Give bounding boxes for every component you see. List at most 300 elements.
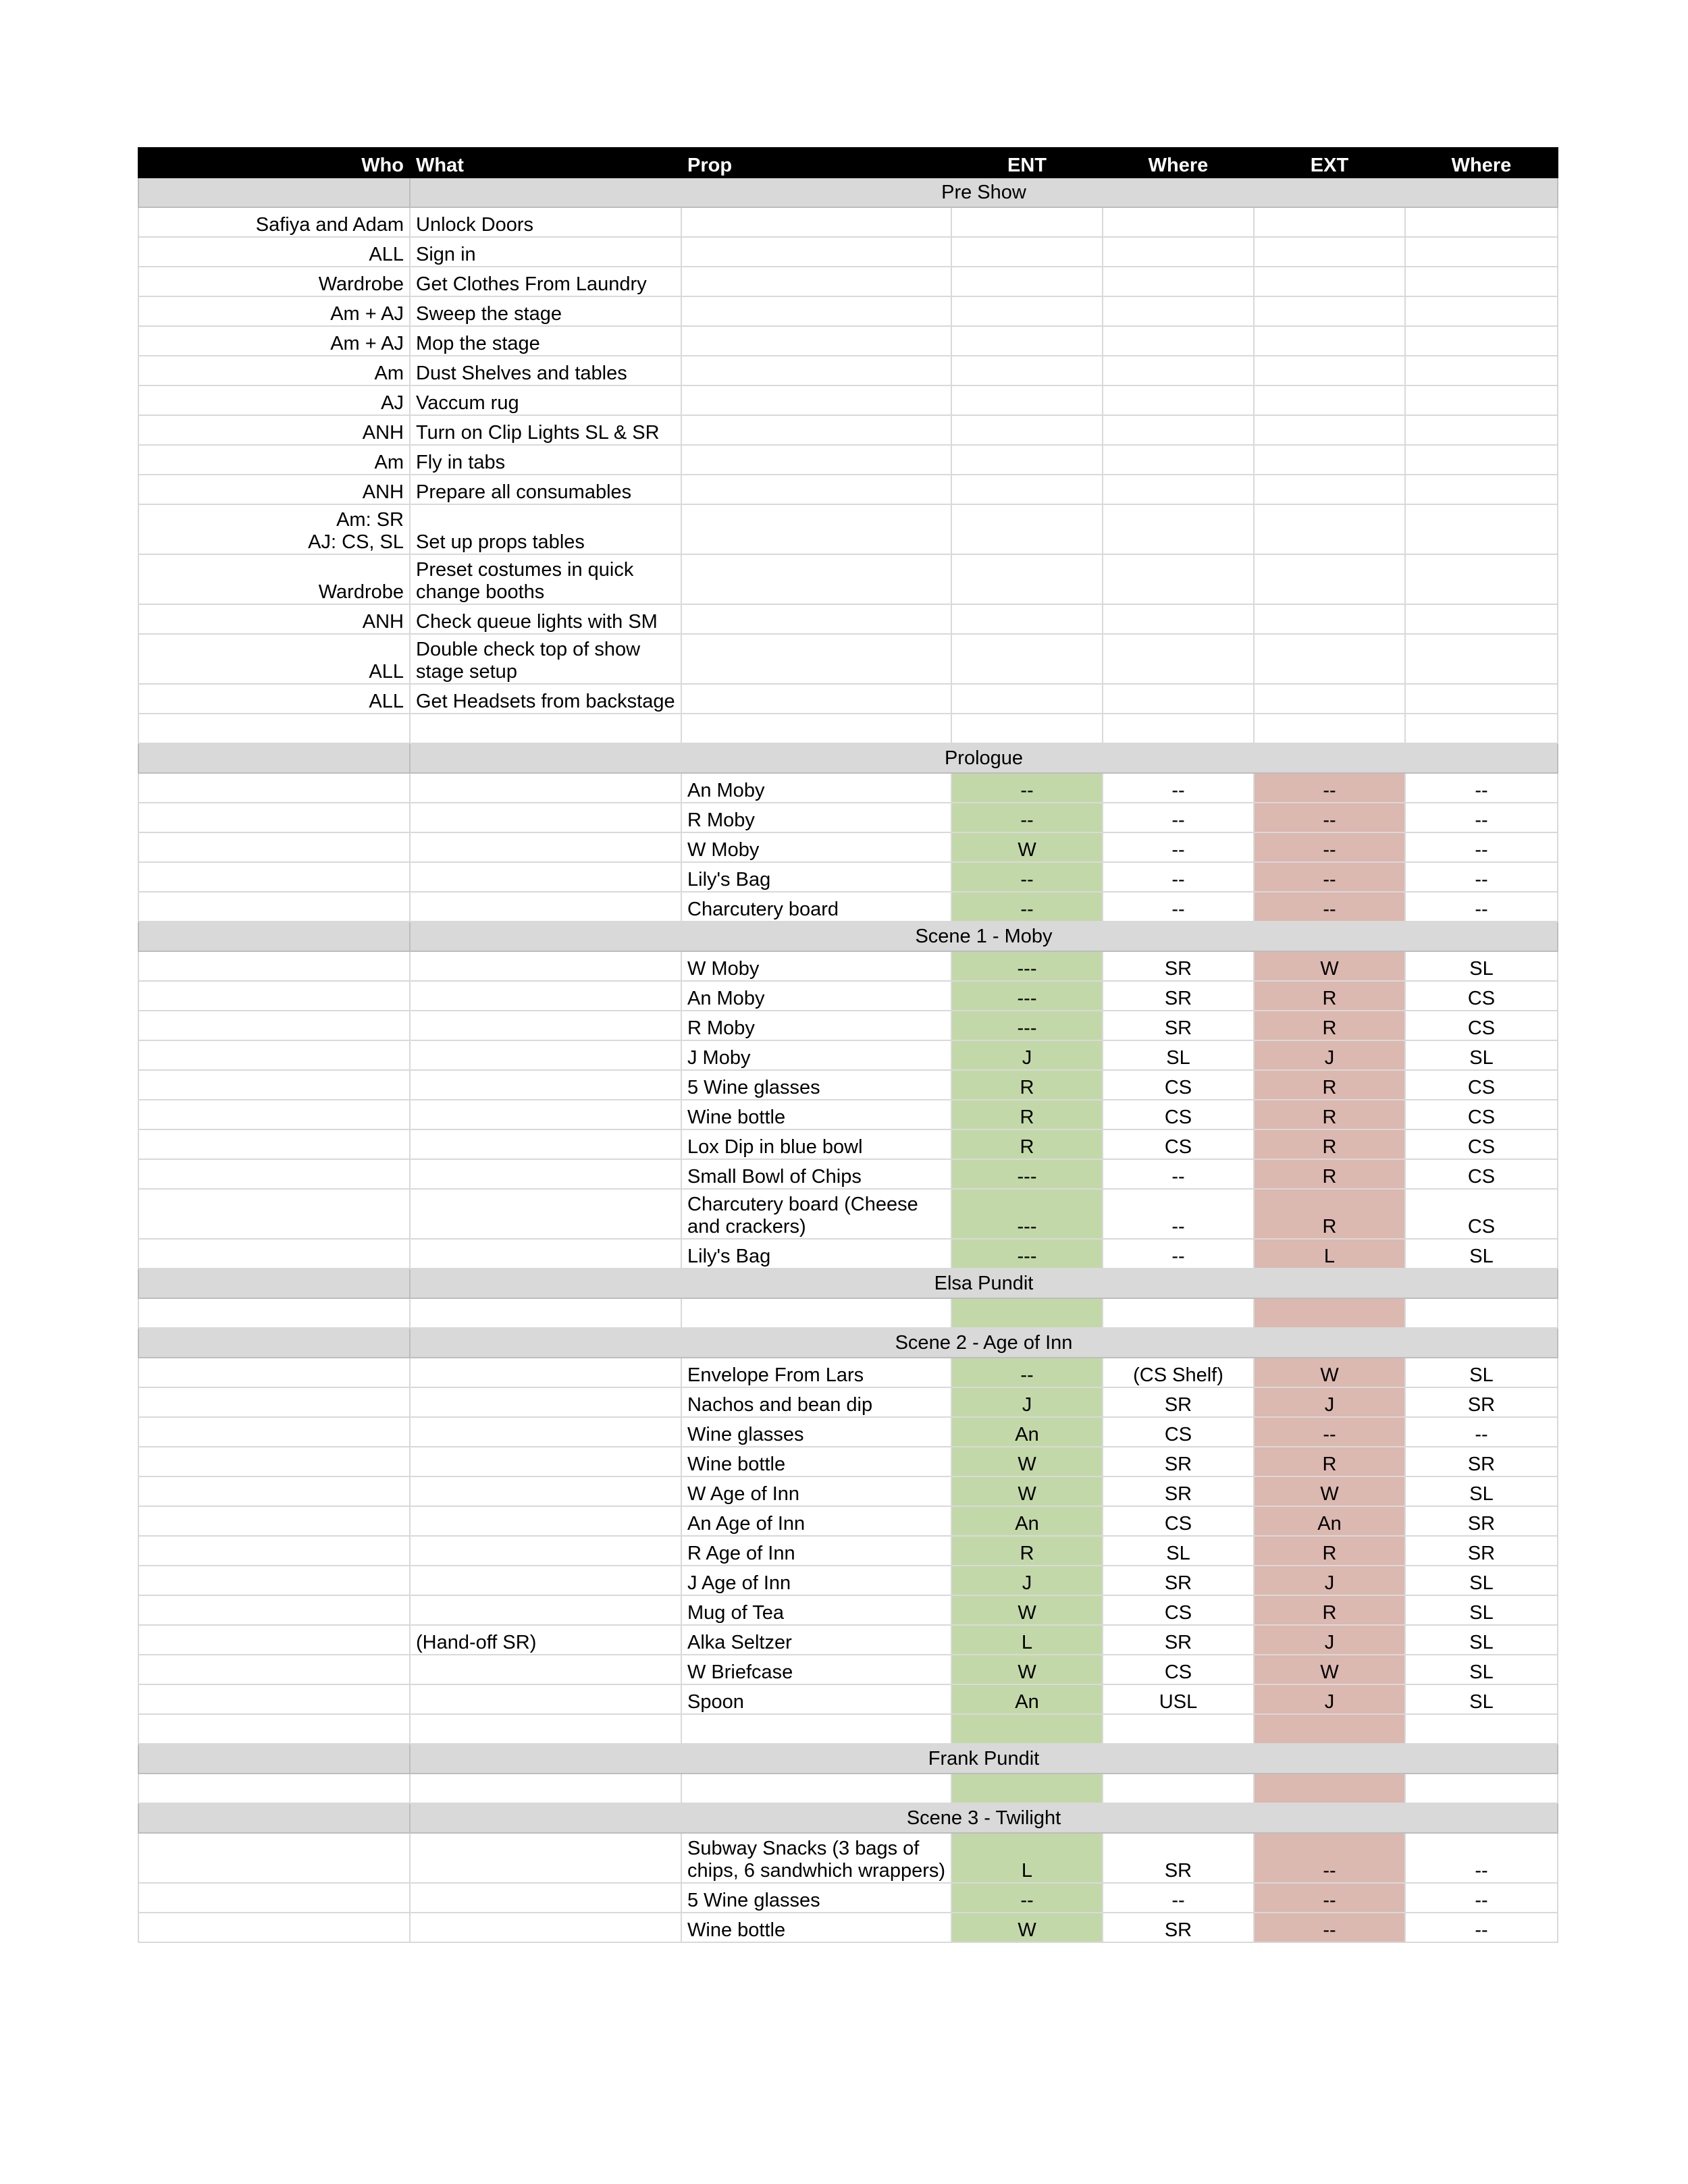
ext-where-cell [1405, 475, 1558, 504]
prop-row [138, 1100, 1558, 1129]
who-cell: Am + AJ [138, 326, 410, 356]
ext-cell [1254, 1774, 1405, 1803]
ext-where-cell [1405, 1774, 1558, 1803]
prop-row [138, 981, 1558, 1011]
what-cell [410, 1417, 681, 1447]
who-cell [138, 1476, 410, 1506]
ext-cell: R [1254, 1595, 1405, 1625]
prop-cell: R Moby [681, 803, 951, 832]
ent-cell [951, 385, 1103, 415]
ent-cell: W [951, 1913, 1103, 1942]
ent-where-cell [1103, 475, 1254, 504]
ext-where-cell: -- [1405, 773, 1558, 803]
what-cell [410, 1883, 681, 1913]
ext-where-cell: -- [1405, 1833, 1558, 1883]
header-row [138, 148, 1558, 178]
what-cell [410, 1536, 681, 1566]
ext-cell [1254, 415, 1405, 445]
ent-where-cell: SR [1103, 981, 1254, 1011]
ext-where-cell: -- [1405, 862, 1558, 892]
preshow-task-row [138, 475, 1558, 504]
prop-cell: 5 Wine glasses [681, 1070, 951, 1100]
ext-cell: J [1254, 1684, 1405, 1714]
ent-where-cell: SR [1103, 1447, 1254, 1476]
section-header-row [138, 1744, 1558, 1774]
who-cell [138, 773, 410, 803]
prop-row [138, 1239, 1558, 1269]
ext-where-cell: SL [1405, 1040, 1558, 1070]
ext-where-cell [1405, 1298, 1558, 1328]
section-header-row [138, 1328, 1558, 1358]
prop-cell: Mug of Tea [681, 1595, 951, 1625]
ext-where-cell: SR [1405, 1536, 1558, 1566]
ent-where-cell: CS [1103, 1655, 1254, 1684]
section-title: Scene 1 - Moby [410, 922, 1558, 951]
what-cell [410, 1011, 681, 1040]
ext-cell: -- [1254, 803, 1405, 832]
what-cell: Turn on Clip Lights SL & SR [410, 415, 681, 445]
props-run-sheet [138, 147, 1558, 1943]
section-title: Elsa Pundit [410, 1269, 1558, 1298]
ext-where-cell: SL [1405, 951, 1558, 981]
ext-cell: J [1254, 1387, 1405, 1417]
prop-cell [681, 445, 951, 475]
what-cell [410, 714, 681, 743]
section-title: Scene 2 - Age of Inn [410, 1328, 1558, 1358]
section-title: Pre Show [410, 178, 1558, 207]
who-cell: ALL [138, 237, 410, 267]
prop-cell: R Moby [681, 1011, 951, 1040]
ent-cell [951, 207, 1103, 237]
prop-cell: An Moby [681, 773, 951, 803]
ent-where-cell: SR [1103, 1625, 1254, 1655]
ext-where-cell: SL [1405, 1595, 1558, 1625]
ent-where-cell: SR [1103, 951, 1254, 981]
preshow-task-row [138, 267, 1558, 296]
what-cell [410, 1239, 681, 1269]
ent-where-cell: CS [1103, 1100, 1254, 1129]
ext-where-cell: CS [1405, 1070, 1558, 1100]
who-cell: Am [138, 445, 410, 475]
ext-cell: R [1254, 1447, 1405, 1476]
ent-where-cell: SR [1103, 1011, 1254, 1040]
preshow-task-row [138, 604, 1558, 634]
ent-where-cell: SR [1103, 1476, 1254, 1506]
ext-where-cell: -- [1405, 892, 1558, 922]
what-cell [410, 1387, 681, 1417]
prop-row [138, 832, 1558, 862]
prop-cell: An Age of Inn [681, 1506, 951, 1536]
what-cell: Dust Shelves and tables [410, 356, 681, 385]
ent-cell: W [951, 1447, 1103, 1476]
section-title: Scene 3 - Twilight [410, 1803, 1558, 1833]
section-title: Frank Pundit [410, 1744, 1558, 1774]
section-header-row [138, 1803, 1558, 1833]
ext-where-cell [1405, 504, 1558, 554]
ent-where-cell: -- [1103, 1239, 1254, 1269]
ent-cell: W [951, 1476, 1103, 1506]
ext-where-cell: -- [1405, 1417, 1558, 1447]
ext-cell: R [1254, 1536, 1405, 1566]
prop-cell [681, 415, 951, 445]
ent-cell [951, 634, 1103, 684]
ent-where-cell: -- [1103, 1189, 1254, 1239]
ent-where-cell: USL [1103, 1684, 1254, 1714]
who-cell: Wardrobe [138, 554, 410, 604]
prop-row [138, 1833, 1558, 1883]
ent-cell [951, 237, 1103, 267]
ext-where-cell [1405, 1714, 1558, 1744]
header-ent-where: Where [1103, 148, 1254, 178]
who-cell [138, 1070, 410, 1100]
prop-cell [681, 356, 951, 385]
prop-row [138, 1298, 1558, 1328]
ext-cell [1254, 684, 1405, 714]
prop-cell: Wine bottle [681, 1100, 951, 1129]
preshow-task-row [138, 554, 1558, 604]
prop-row [138, 1159, 1558, 1189]
ext-cell: -- [1254, 773, 1405, 803]
ext-cell: R [1254, 1100, 1405, 1129]
who-cell [138, 714, 410, 743]
prop-row [138, 1506, 1558, 1536]
ent-cell [951, 475, 1103, 504]
what-cell [410, 1833, 681, 1883]
what-cell [410, 1040, 681, 1070]
cell-line: Double check top of show [416, 639, 641, 660]
ext-where-cell: SL [1405, 1655, 1558, 1684]
ext-cell [1254, 296, 1405, 326]
prop-cell: J Age of Inn [681, 1566, 951, 1595]
prop-row [138, 1040, 1558, 1070]
ent-where-cell: -- [1103, 892, 1254, 922]
prop-cell: Lox Dip in blue bowl [681, 1129, 951, 1159]
who-cell: ALL [138, 684, 410, 714]
ext-where-cell [1405, 237, 1558, 267]
ent-cell: --- [951, 981, 1103, 1011]
ext-where-cell: CS [1405, 1189, 1558, 1239]
ent-cell [951, 356, 1103, 385]
prop-cell [681, 684, 951, 714]
who-cell [138, 1684, 410, 1714]
ext-cell: W [1254, 1476, 1405, 1506]
what-cell: Sweep the stage [410, 296, 681, 326]
prop-cell [681, 504, 951, 554]
preshow-task-row [138, 237, 1558, 267]
ext-where-cell: SR [1405, 1447, 1558, 1476]
ext-cell [1254, 356, 1405, 385]
ent-cell [951, 296, 1103, 326]
ent-where-cell: CS [1103, 1506, 1254, 1536]
blank-row [138, 714, 1558, 743]
who-cell [138, 981, 410, 1011]
who-cell [138, 803, 410, 832]
ext-cell [1254, 237, 1405, 267]
prop-row [138, 1129, 1558, 1159]
who-cell: ANH [138, 604, 410, 634]
ext-cell [1254, 326, 1405, 356]
sheet-body [138, 178, 1558, 1942]
prop-cell: Lily's Bag [681, 862, 951, 892]
prop-cell [681, 1833, 951, 1883]
ent-cell: -- [951, 862, 1103, 892]
prop-row [138, 773, 1558, 803]
ent-cell [951, 267, 1103, 296]
ent-cell [951, 1298, 1103, 1328]
ext-where-cell [1405, 326, 1558, 356]
prop-row [138, 1476, 1558, 1506]
prop-row [138, 1714, 1558, 1744]
prop-row [138, 803, 1558, 832]
what-cell [410, 1566, 681, 1595]
prop-row [138, 1447, 1558, 1476]
ent-cell [951, 445, 1103, 475]
who-cell [138, 1595, 410, 1625]
ent-where-cell [1103, 267, 1254, 296]
ext-where-cell: SL [1405, 1566, 1558, 1595]
ext-cell: R [1254, 1070, 1405, 1100]
ent-cell: --- [951, 1159, 1103, 1189]
ent-where-cell: -- [1103, 832, 1254, 862]
who-cell: Am [138, 356, 410, 385]
preshow-task-row [138, 684, 1558, 714]
what-cell [410, 1714, 681, 1744]
ext-where-cell [1405, 385, 1558, 415]
ent-cell: -- [951, 803, 1103, 832]
ent-where-cell: CS [1103, 1070, 1254, 1100]
what-cell [410, 634, 681, 684]
ent-cell: J [951, 1387, 1103, 1417]
ent-where-cell [1103, 326, 1254, 356]
who-cell [138, 1100, 410, 1129]
ent-cell [951, 415, 1103, 445]
section-header-row [138, 743, 1558, 773]
ext-cell: -- [1254, 832, 1405, 862]
what-cell [410, 892, 681, 922]
ent-where-cell: SR [1103, 1913, 1254, 1942]
what-cell [410, 773, 681, 803]
prop-cell [681, 267, 951, 296]
ent-cell: --- [951, 1189, 1103, 1239]
what-cell [410, 981, 681, 1011]
ext-where-cell: SL [1405, 1625, 1558, 1655]
ent-where-cell: -- [1103, 773, 1254, 803]
prop-cell [681, 604, 951, 634]
ent-cell: R [951, 1070, 1103, 1100]
what-cell [410, 1129, 681, 1159]
prop-cell [681, 634, 951, 684]
ext-cell: R [1254, 1159, 1405, 1189]
what-cell [410, 862, 681, 892]
cell-line: chips, 6 sandwhich wrappers) [687, 1860, 946, 1882]
cell-line: Am: SR [336, 509, 404, 531]
what-cell [410, 803, 681, 832]
ent-where-cell [1103, 1774, 1254, 1803]
header-what: What [410, 148, 681, 178]
ent-cell: -- [951, 773, 1103, 803]
ext-cell [1254, 1298, 1405, 1328]
header-ext: EXT [1254, 148, 1405, 178]
prop-row [138, 892, 1558, 922]
preshow-task-row [138, 634, 1558, 684]
ext-cell: R [1254, 1189, 1405, 1239]
cell-line: and crackers) [687, 1216, 806, 1237]
ent-cell: -- [951, 892, 1103, 922]
what-cell [410, 1595, 681, 1625]
who-cell: ALL [138, 634, 410, 684]
prop-row [138, 1595, 1558, 1625]
ext-cell: R [1254, 981, 1405, 1011]
ent-cell [951, 1774, 1103, 1803]
who-cell [138, 1239, 410, 1269]
cell-line: change booths [416, 581, 545, 603]
ext-where-cell [1405, 296, 1558, 326]
ent-where-cell [1103, 1298, 1254, 1328]
who-cell [138, 1566, 410, 1595]
who-cell [138, 1833, 410, 1883]
ent-cell: R [951, 1536, 1103, 1566]
prop-cell: W Moby [681, 832, 951, 862]
header-ent: ENT [951, 148, 1103, 178]
ext-cell [1254, 385, 1405, 415]
who-cell: ANH [138, 415, 410, 445]
prop-cell: Nachos and bean dip [681, 1387, 951, 1417]
prop-cell: Wine bottle [681, 1447, 951, 1476]
ent-where-cell: SR [1103, 1566, 1254, 1595]
prop-row [138, 1387, 1558, 1417]
ext-where-cell [1405, 554, 1558, 604]
ext-where-cell [1405, 207, 1558, 237]
prop-row [138, 1655, 1558, 1684]
prop-cell: Spoon [681, 1684, 951, 1714]
cell-line: Preset costumes in quick [416, 559, 634, 581]
ext-where-cell: SL [1405, 1358, 1558, 1387]
ent-where-cell [1103, 207, 1254, 237]
who-cell: Wardrobe [138, 267, 410, 296]
prop-row [138, 1684, 1558, 1714]
what-cell: Set up props tables [410, 504, 681, 554]
what-cell: Sign in [410, 237, 681, 267]
ent-where-cell: -- [1103, 1883, 1254, 1913]
ext-where-cell: -- [1405, 832, 1558, 862]
ext-where-cell: SR [1405, 1506, 1558, 1536]
ext-cell: -- [1254, 1833, 1405, 1883]
prop-cell [681, 554, 951, 604]
ent-where-cell [1103, 296, 1254, 326]
ext-where-cell [1405, 267, 1558, 296]
ent-cell: An [951, 1417, 1103, 1447]
who-cell [138, 1298, 410, 1328]
ent-cell [951, 714, 1103, 743]
cell-line: Subway Snacks (3 bags of [687, 1838, 920, 1859]
ent-cell [951, 504, 1103, 554]
prop-cell: Wine bottle [681, 1913, 951, 1942]
ext-where-cell: CS [1405, 1159, 1558, 1189]
ent-cell [951, 326, 1103, 356]
section-title: Prologue [410, 743, 1558, 773]
ent-where-cell [1103, 714, 1254, 743]
prop-cell [681, 1714, 951, 1744]
ext-cell: R [1254, 1011, 1405, 1040]
who-cell [138, 951, 410, 981]
preshow-task-row [138, 296, 1558, 326]
what-cell [410, 554, 681, 604]
ext-cell: J [1254, 1625, 1405, 1655]
what-cell: Prepare all consumables [410, 475, 681, 504]
ext-cell [1254, 554, 1405, 604]
ext-cell [1254, 445, 1405, 475]
ext-where-cell: SL [1405, 1239, 1558, 1269]
who-cell [138, 1714, 410, 1744]
ent-where-cell [1103, 385, 1254, 415]
who-cell [138, 1129, 410, 1159]
header-ext-where: Where [1405, 148, 1558, 178]
ext-where-cell [1405, 684, 1558, 714]
prop-cell [681, 1774, 951, 1803]
ent-cell [951, 554, 1103, 604]
prop-cell: Small Bowl of Chips [681, 1159, 951, 1189]
who-cell [138, 504, 410, 554]
prop-row [138, 1883, 1558, 1913]
who-cell [138, 1417, 410, 1447]
ext-where-cell [1405, 415, 1558, 445]
who-cell [138, 1189, 410, 1239]
prop-row [138, 1070, 1558, 1100]
prop-row [138, 1536, 1558, 1566]
ext-cell [1254, 475, 1405, 504]
ent-where-cell [1103, 604, 1254, 634]
preshow-task-row [138, 504, 1558, 554]
ent-where-cell: -- [1103, 803, 1254, 832]
what-cell [410, 1447, 681, 1476]
prop-cell: Charcutery board [681, 892, 951, 922]
ent-where-cell: CS [1103, 1417, 1254, 1447]
what-cell [410, 1913, 681, 1942]
ext-where-cell: CS [1405, 1100, 1558, 1129]
prop-cell: W Moby [681, 951, 951, 981]
preshow-task-row [138, 207, 1558, 237]
what-cell [410, 1298, 681, 1328]
ent-where-cell: -- [1103, 862, 1254, 892]
ext-cell: -- [1254, 1913, 1405, 1942]
cell-line: stage setup [416, 661, 517, 683]
what-cell: Get Headsets from backstage [410, 684, 681, 714]
ent-where-cell: CS [1103, 1595, 1254, 1625]
prop-cell [681, 237, 951, 267]
ext-cell: J [1254, 1566, 1405, 1595]
ent-where-cell: -- [1103, 1159, 1254, 1189]
prop-cell: An Moby [681, 981, 951, 1011]
ent-cell: W [951, 1595, 1103, 1625]
what-cell: Unlock Doors [410, 207, 681, 237]
preshow-task-row [138, 385, 1558, 415]
prop-row [138, 1189, 1558, 1239]
section-header-row [138, 922, 1558, 951]
who-cell [138, 1655, 410, 1684]
prop-cell [681, 207, 951, 237]
what-cell [410, 1358, 681, 1387]
ext-cell [1254, 1714, 1405, 1744]
ent-where-cell [1103, 504, 1254, 554]
who-cell: Safiya and Adam [138, 207, 410, 237]
section-header-row [138, 1269, 1558, 1298]
ent-cell: -- [951, 1358, 1103, 1387]
what-cell: (Hand-off SR) [410, 1625, 681, 1655]
who-cell [138, 1447, 410, 1476]
ext-where-cell: CS [1405, 1129, 1558, 1159]
ext-cell [1254, 604, 1405, 634]
ext-where-cell [1405, 445, 1558, 475]
